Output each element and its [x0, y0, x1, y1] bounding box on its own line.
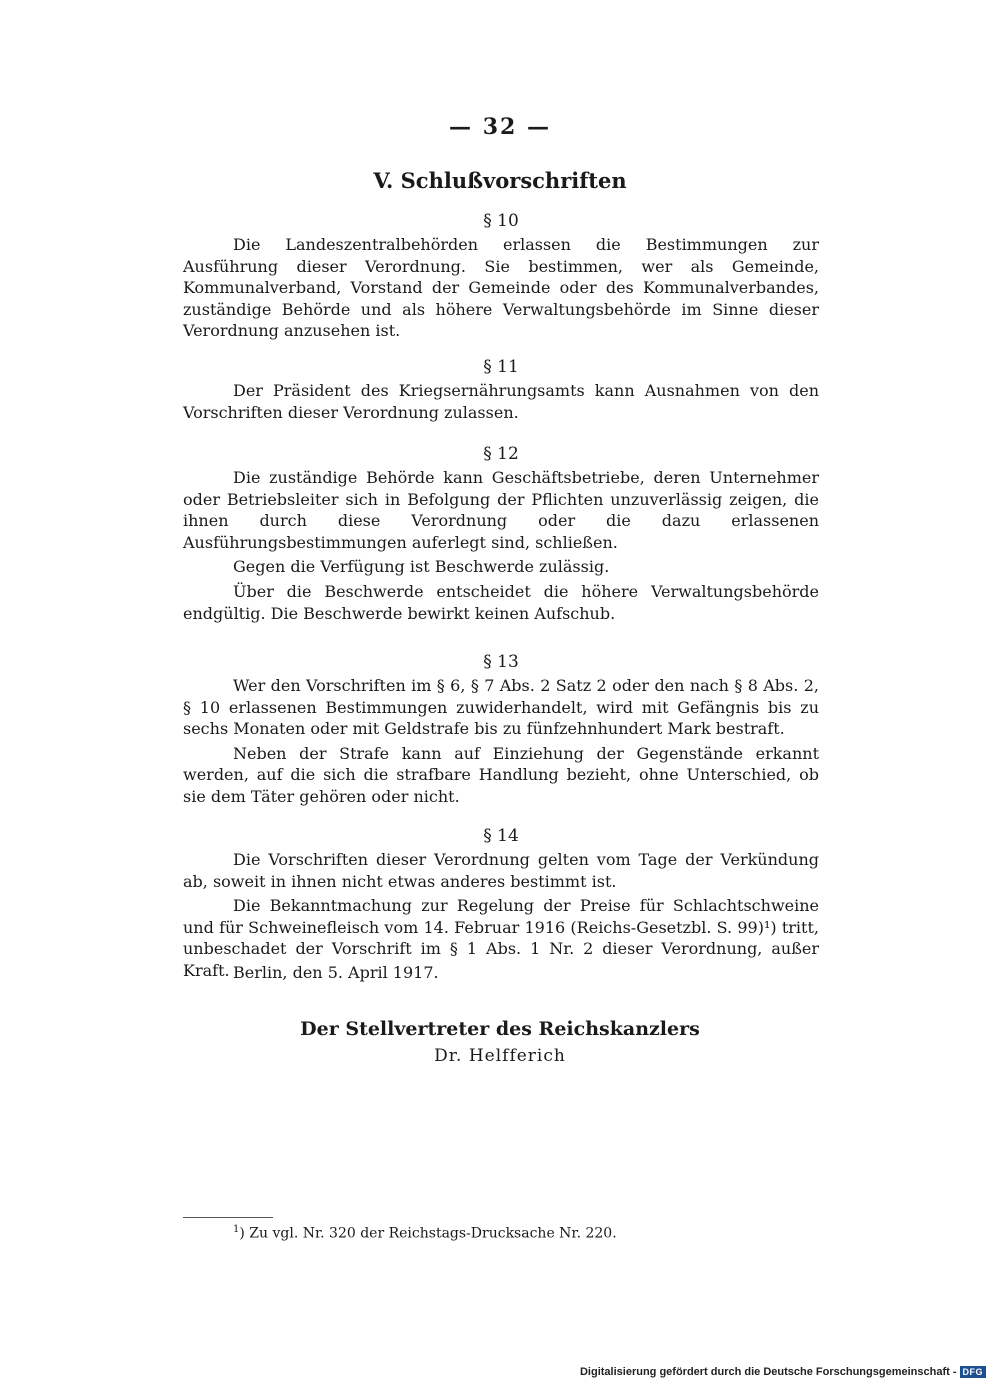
footnote-divider — [183, 1217, 273, 1218]
dfg-logo-icon: DFG — [960, 1366, 987, 1378]
page-number: — 32 — — [449, 114, 551, 140]
section-symbol: § 10 — [483, 211, 519, 231]
date-line: Berlin, den 5. April 1917. — [233, 963, 439, 982]
paragraph: Der Präsident des Kriegsernährungsamts kann Ausnahmen von den Vorschriften dieser Verordnung zulassen. — [183, 381, 819, 422]
paragraph: Neben der Strafe kann auf Einziehung der Gegenstände erkannt werden, auf die sich die strafbare Handlung bezieht, ohne Unterschied, ob sie dem Täter gehören oder nicht. — [183, 743, 819, 806]
section-10 — [183, 210, 819, 342]
signature-title: Der Stellvertreter des Reichskanzlers — [300, 1018, 700, 1040]
chapter-heading: V. Schlußvorschriften — [373, 168, 627, 193]
section-11 — [183, 356, 819, 423]
paragraph: Über die Beschwerde entscheidet die höhere Verwaltungsbehörde endgültig. Die Beschwerde bewirkt keinen Aufschub. — [183, 581, 819, 623]
section-14 — [183, 825, 819, 982]
section-symbol: § 13 — [483, 652, 519, 672]
footnote — [233, 1224, 617, 1242]
paragraph: Die Landeszentralbehörden erlassen die Bestimmungen zur Ausführung dieser Verordnung. Sie bestimmen, wer als Gemeinde, Kommunalverband, Vorstand der Gemeinde oder des Kommunalverbandes, zuständige Behörde und als höhere Verwaltungsbehörde im Sinne dieser Verordnung anzusehen ist. — [183, 235, 819, 341]
paragraph: Gegen die Verfügung ist Beschwerde zulässig. — [233, 557, 610, 577]
paragraph: Die Bekanntmachung zur Regelung der Preise für Schlachtschweine und für Schweinefleisch vom 14. Februar 1916 (Reichs-Gesetzbl. S. 99)¹) tritt, unbeschadet der Vorschrift im § 1 Abs. 1 Nr. 2 dieser Verordnung, außer Kraft. — [183, 896, 819, 980]
dfg-credit-text: Digitalisierung gefördert durch die Deutsche Forschungsgemeinschaft - — [579, 1366, 957, 1378]
signature-name: Dr. Helfferich — [434, 1046, 566, 1066]
dfg-credit — [580, 1366, 986, 1378]
section-symbol: § 14 — [483, 826, 519, 846]
footnote-text: ) Zu vgl. Nr. 320 der Reichstags-Drucksache Nr. 220. — [239, 1225, 617, 1242]
section-13 — [183, 651, 819, 808]
paragraph: Die zuständige Behörde kann Geschäftsbetriebe, deren Unternehmer oder Betriebsleiter sich in Befolgung der Pflichten unzuverlässig zeigen, die ihnen durch diese Verordnung oder die dazu erlassenen Ausführungsbestimmungen auferlegt sind, schließen. — [183, 468, 819, 552]
footnote-mark: 1 — [233, 1224, 240, 1235]
section-12 — [183, 443, 819, 624]
section-symbol: § 12 — [483, 444, 519, 464]
paragraph: Wer den Vorschriften im § 6, § 7 Abs. 2 Satz 2 oder den nach § 8 Abs. 2, § 10 erlassenen Bestimmungen zuwiderhandelt, wird mit Gefängnis bis zu sechs Monaten oder mit Geldstrafe bis zu fünfzehnhundert Mark bestraft. — [183, 676, 819, 739]
section-symbol: § 11 — [483, 357, 519, 377]
paragraph: Die Vorschriften dieser Verordnung gelten vom Tage der Verkündung ab, soweit in ihnen nicht etwas anderes bestimmt ist. — [183, 850, 819, 891]
